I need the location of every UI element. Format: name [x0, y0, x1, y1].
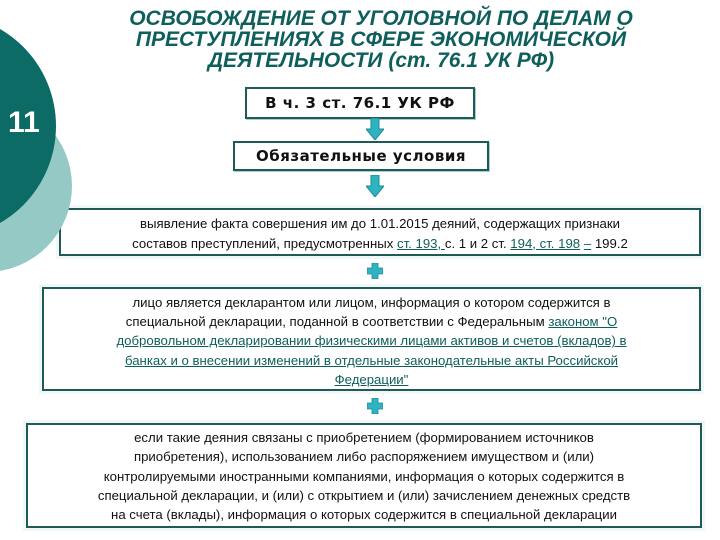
- arrow-down-icon: [366, 175, 384, 197]
- condition-text: на счета (вклады), информация о которых содержится в специальной декларации: [111, 507, 617, 523]
- title-line: ПРЕСТУПЛЕНИЯХ В СФЕРЕ ЭКОНОМИЧЕСКОЙ: [135, 28, 627, 51]
- condition-text: контролируемыми иностранными компаниями, информация о которых содержится в: [103, 468, 625, 484]
- condition-box-2: [42, 287, 701, 391]
- condition-text: если такие деяния связаны с приобретением (формированием источников: [134, 430, 594, 445]
- law-reference-link[interactable]: добровольном декларировании физическими лицами активов и счетов (вкладов) в: [116, 333, 627, 349]
- law-reference-link[interactable]: 194, ст. 198: [510, 235, 581, 251]
- condition-text: лицо является декларантом или лицом, информация о котором содержится в: [132, 295, 611, 310]
- law-reference-link[interactable]: Федерации": [334, 371, 409, 387]
- condition-text-line: [50, 351, 693, 370]
- mandatory-conditions-box: Обязательные условия: [233, 141, 489, 171]
- law-reference-link[interactable]: законом "О: [548, 314, 618, 330]
- title-line: ДЕЯТЕЛЬНОСТИ (ст. 76.1 УК РФ): [207, 49, 555, 72]
- arrow-down-icon: [366, 118, 384, 140]
- condition-text: выявление факта совершения им до 1.01.2015 деяний, содержащих признаки: [139, 216, 621, 231]
- condition-text: составов преступлений, предусмотренных: [132, 235, 397, 251]
- condition-text-line: [34, 447, 694, 466]
- condition-text: специальной декларации, и (или) с открытием и (или) зачислением денежных средств: [97, 487, 631, 503]
- condition-text-line: [34, 486, 694, 505]
- condition-text: с. 1 и 2 ст.: [444, 235, 511, 251]
- plus-icon: [367, 398, 383, 414]
- condition-text-line: [34, 467, 694, 486]
- condition-text-line: [67, 214, 693, 234]
- condition-box-3: [26, 423, 702, 528]
- condition-text-line: [50, 293, 693, 312]
- condition-text-line: [34, 428, 694, 447]
- condition-text-line: [50, 331, 693, 350]
- condition-text-line: [50, 370, 693, 389]
- article-reference-box: В ч. 3 ст. 76.1 УК РФ: [245, 87, 475, 119]
- condition-text-line: [67, 234, 693, 254]
- title-line: ОСВОБОЖДЕНИЕ ОТ УГОЛОВНОЙ ПО ДЕЛАМ О: [129, 7, 633, 30]
- condition-text-line: [34, 505, 694, 524]
- law-reference-link[interactable]: –: [583, 235, 592, 251]
- plus-icon: [367, 263, 383, 279]
- slide-title: [86, 8, 676, 71]
- condition-text: приобретения), использованием либо распоряжением имуществом и (или): [133, 449, 595, 465]
- condition-box-1: [59, 208, 701, 256]
- law-reference-link[interactable]: банках и о внесении изменений в отдельные законодательные акты Российской: [124, 352, 619, 368]
- condition-text: специальной декларации, поданной в соответствии с Федеральным: [125, 314, 549, 330]
- condition-text: 199.2: [591, 235, 628, 251]
- slide-number: 11: [8, 106, 40, 139]
- law-reference-link[interactable]: ст. 193,: [397, 235, 445, 251]
- condition-text-line: [50, 312, 693, 331]
